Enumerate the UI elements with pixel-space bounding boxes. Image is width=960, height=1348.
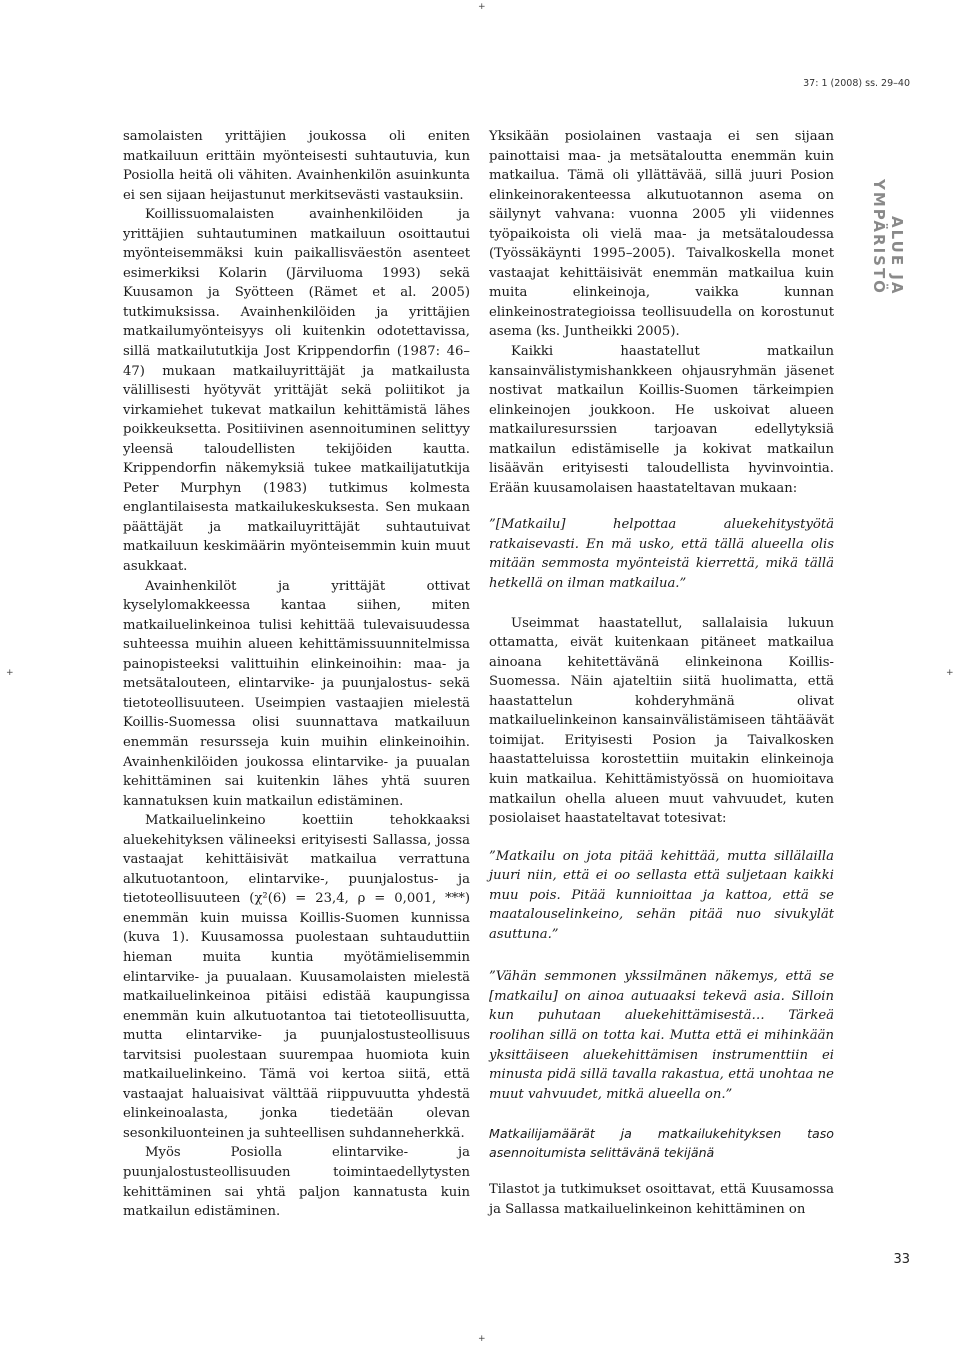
page-number: 33 [893, 1252, 910, 1267]
paragraph: Matkailuelinkeino koettiin tehokkaaksi aluekehityksen välineeksi erityisesti Sallassa, jossa vastaajat kehittäisivät matkailua verrattuna alkutuotantoon, elintarvike-, puunjalostus- ja tietoteollisuuteen (χ²(6) = 23,4, ρ = 0,001, ***) enemmän kuin muissa Koillis-Suomen kunnissa (kuva 1). Kuusamossa puolestaan suhtauduttiin hieman muita kuntia myötämielisemmin elintarvike- ja puualaan. Kuusamolaisten mielestä matkailuelinkeinoa pitäisi edistää kaupungissa enemmän kuin alkutuotantoa tai tietoteollisuutta, mutta elintarvike- ja puunjalostusteollisuus tarvitsisi puolestaan suurempaa huomiota kuin matkailuelinkeino. Tämä voi kertoa siitä, että vastaajat haluaisivat välttää riippuvuutta yhdestä elinkeinoalasta, jonka tiedetään olevan sesonkiluonteinen ja suhteellisen suhdanneherkkä. [123, 813, 470, 1141]
section-subheading: Matkailijamäärät ja matkailukehityksen taso asennoitumista selittävänä tekijänä [489, 1126, 834, 1161]
paragraph: samolaisten yrittäjien joukossa oli eniten matkailuun erittäin myönteisesti suhtautuvia, kun Posiolla heitä oli vähiten. Avainhenkilön asuinkunta ei sen sijaan heijastunut merkitsevästi vastauksiin. [123, 129, 470, 203]
paragraph: Koillissuomalaisten avainhenkilöiden ja yrittäjien suhtautuminen matkailuun osoittautui myönteisemmäksi kuin paikallisväestön asenteet esimerkiksi Kolarin (Järviluoma 1993) sekä Kuusamon ja Syötteen (Rämet et al. 2005) tutkimuksissa. Avainhenkilöiden ja yrittäjien matkailumyönteisyys oli kuitenkin odotettavissa, sillä matkailututkija Jost Krippendorfin (1987: 46–47) mukaan matkailuyrittäjät ja matkailusta välillisesti hyötyvät yrittäjät sekä poliitikot ja virkamiehet tukevat matkailun kehittämistä lähes poikkeuksetta. Positiivinen asennoituminen selittyy yleensä taloudellisten tekijöiden kautta. Krippendorfin näkemyksiä tukee matkailijatutkija Peter Murphyn (1983) tutkimus kolmesta englantilaisesta matkailukeskuksesta. Sen mukaan päättäjät ja matkailuyrittäjät suhtautuivat matkailuun keskimäärin myönteisemmin kuin muut asukkaat. [123, 207, 470, 575]
paragraph: Kaikki haastatellut matkailun kansainvälistymishankkeen ohjausryhmän jäsenet nostivat matkailun Koillis-Suomen tärkeimpien elinkeinojen joukkoon. He uskoivat alueen matkailuresurssien tarjoavan edellytyksiä matkailun edistämiselle ja kokivat matkailun lisäävän erityisesti taloudellista hyvinvointia. Erään kuusamolaisen haastateltavan mukaan: [489, 344, 834, 496]
interview-quote: ”Vähän semmonen ykssilmänen näkemys, että se [matkailu] on ainoa autuaaksi tekevä asia. Silloin kun puhutaan aluekehittämisestä… Tärkeä roolihan sillä on totta kai. Mutta että ei mihinkään yksittäiseen aluekehittämisen instrumenttiin ei minusta pidä sillä tavalla rakastua, että unohtaa ne muut vahvuudet, mitkä alueella on.” [489, 969, 834, 1102]
journal-reference: 37: 1 (2008) ss. 29–40 [803, 78, 910, 89]
paragraph: Tilastot ja tutkimukset osoittavat, että Kuusamossa ja Sallassa matkailuelinkeinon kehittäminen on [489, 1182, 834, 1217]
paragraph: Myös Posiolla elintarvike- ja puunjalostusteollisuuden toimintaedellytysten kehittäminen sai yhtä paljon kannatusta kuin matkailun edistäminen. [123, 1145, 470, 1220]
paragraph: Yksikään posiolainen vastaaja ei sen sijaan painottaisi maa- ja metsätaloutta enemmän kuin matkailua. Tämä oli yllättävää, sillä juuri Posion elinkeinorakenteessa alkutuotannon asema on säilynyt vahvana: vuonna 2005 yli viidennes työpaikoista oli vielä maa- ja metsätaloudessa (Työssäkäynti 1995–2005). Taivalkoskella monet vastaajat kehittäisivät enemmän matkailua kuin muita elinkeinoja, vaikka kunnan elinkeinostrategioissa teollisuudella on korostunut asema (ks. Juntheikki 2005). [489, 129, 834, 340]
crop-mark-top: + [478, 2, 486, 12]
right-column [489, 127, 834, 1219]
interview-quote: ”[Matkailu] helpottaa aluekehitystyötä ratkaisevasti. En mä usko, että tällä alueella olis mitään semmosta myönteistä kierrettä, mikä tällä hetkellä on ilman matkailua.” [489, 517, 834, 592]
interview-quote: ”Matkailu on jota pitää kehittää, mutta sillälailla juuri niin, että ei oo sellasta että suljetaan kaikki muu pois. Pitää kunnioittaa ja kattoa, että se maatalouselinkeino, sehän pitää nuo sivukylät asuttuna.” [489, 848, 834, 942]
paragraph: Avainhenkilöt ja yrittäjät ottivat kyselylomakkeessa kantaa siihen, miten matkailuelinkeinoa tulisi kehittää tulevaisuudessa suhteessa muihin alueen kehittämissuunnitelmissa painopisteeksi valittuihin elinkeinoihin: maa- ja metsätalouteen, elintarvike- ja puunjalostus- sekä tietoteollisuuteen. Useimpien vastaajien mielestä Koillis-Suomessa olisi suunnattava matkailuun enemmän resursseja kuin muihin elinkeinoihin. Avainhenkilöiden joukossa elintarvike- ja puualan kehittäminen sai kuitenkin lähes yhtä suuren kannatuksen kuin matkailun edistäminen. [123, 578, 470, 809]
crop-mark-left: + [6, 668, 14, 678]
paragraph: Useimmat haastatellut, sallalaisia lukuun ottamatta, eivät kuitenkaan pitäneet matkailua ainoana kehitettävänä elinkeinona Koillis-Suomessa. Näin ajateltiin siitä huolimatta, että haastattelun kohderyhmänä olivat matkailuelinkeinon kansainvälistämiseen tähtäävät toimijat. Erityisesti Posion ja Taivalkosken haastatteluissa korostettiin muitakin elinkeinoja kuin matkailua. Kehittämistyössä on huomioitava matkailun ohella alueen muut vahvuudet, kuten posiolaiset haastateltavat totesivat: [489, 615, 834, 827]
crop-mark-right: + [946, 668, 954, 678]
crop-mark-bottom: + [478, 1334, 486, 1344]
section-title: ALUE JA YMPÄRISTÖ [870, 179, 906, 295]
left-column [123, 127, 470, 1222]
